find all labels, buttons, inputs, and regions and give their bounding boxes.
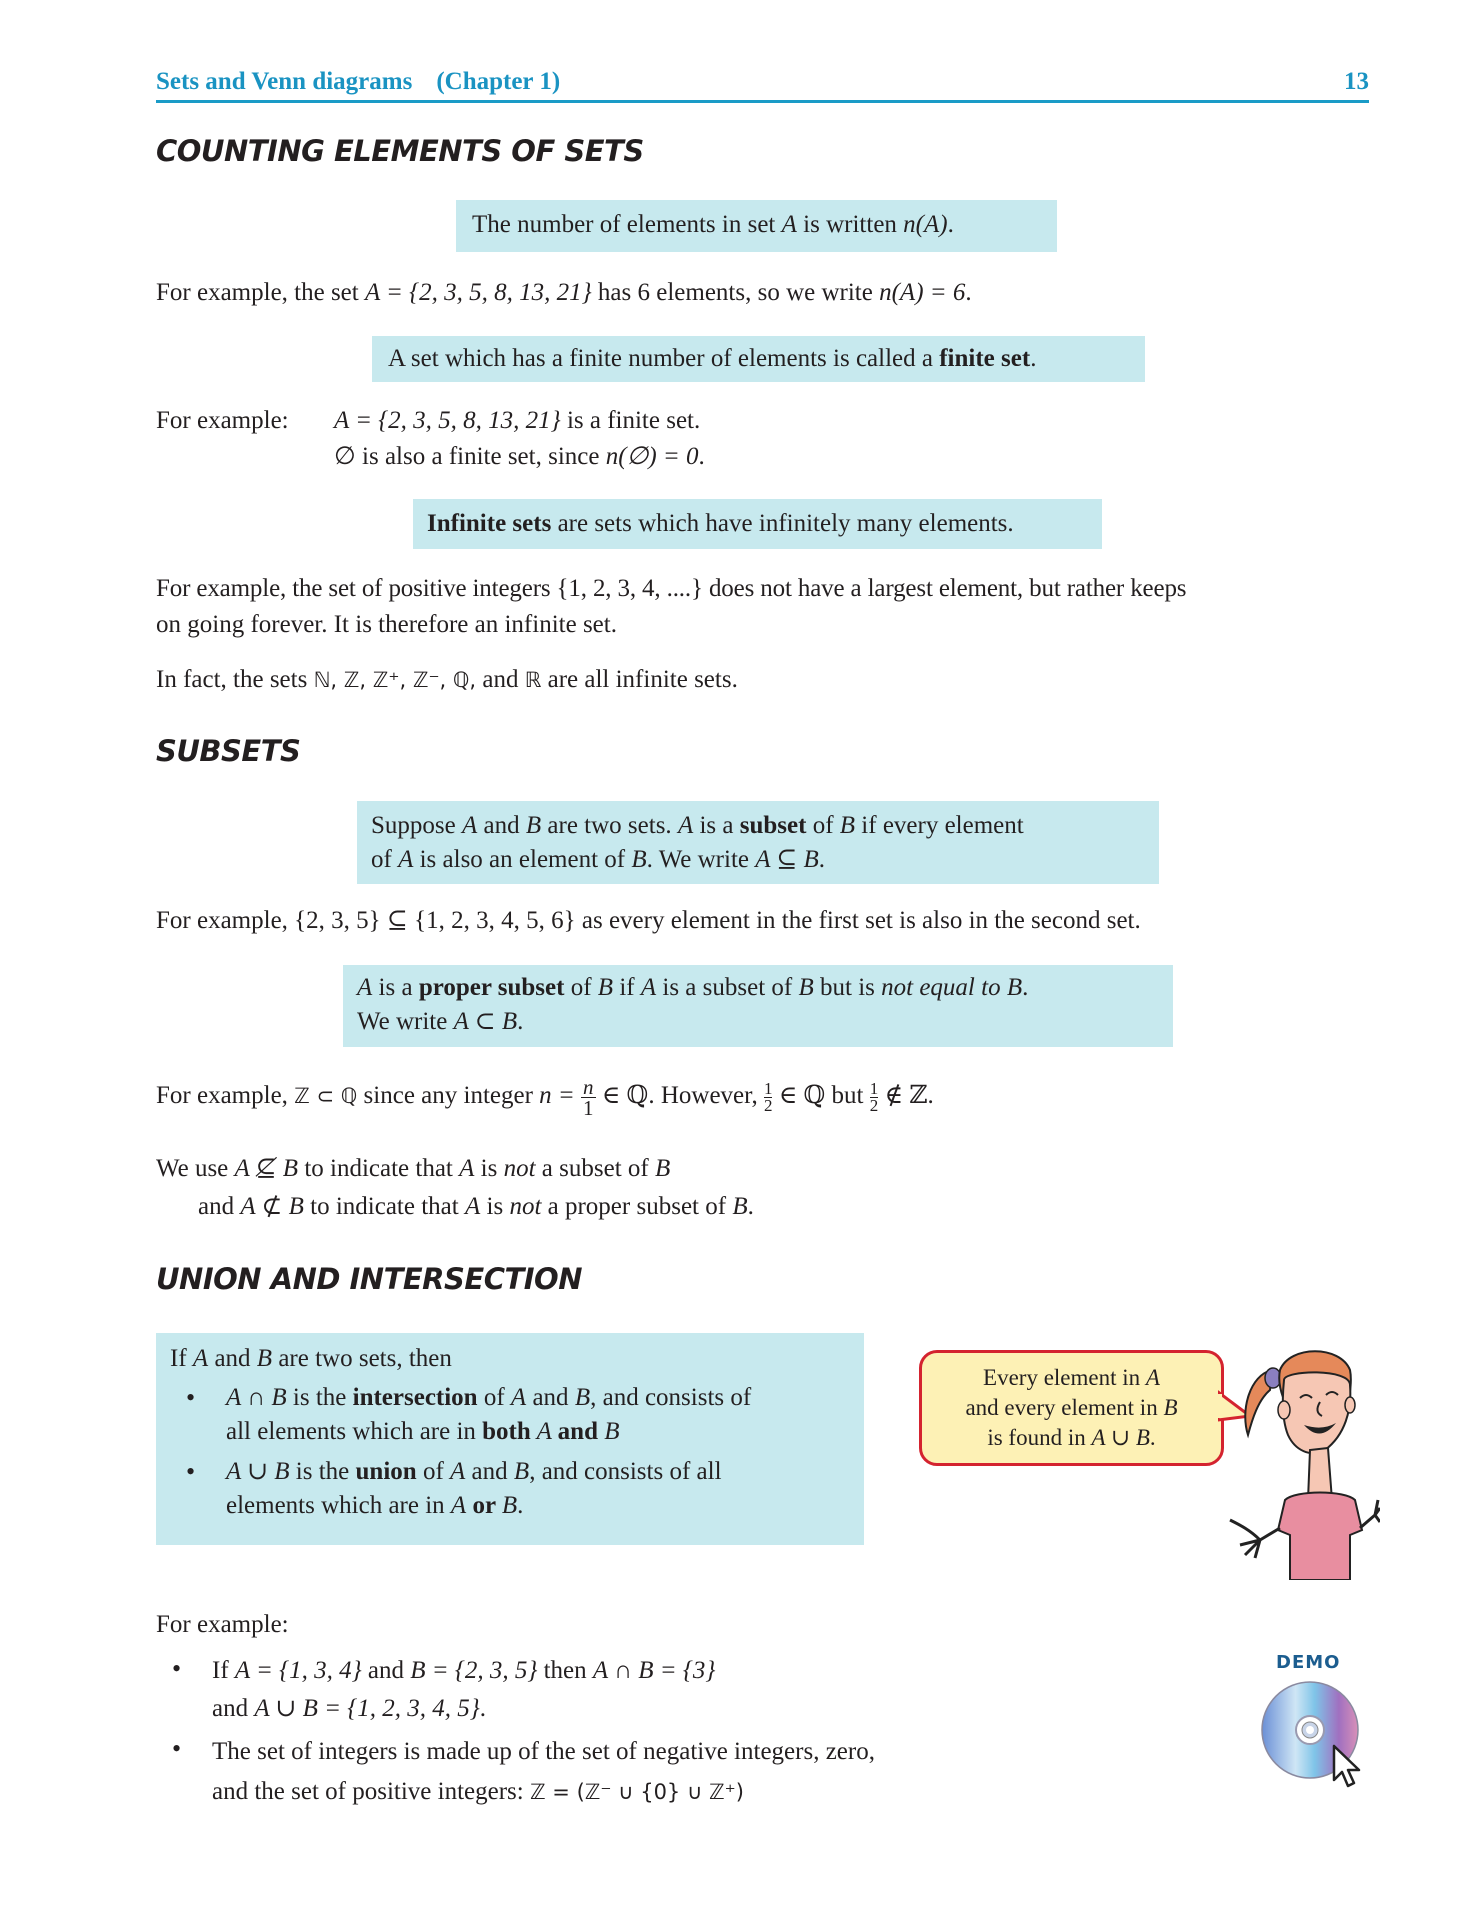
example-finite-set: For example: A = {2, 3, 5, 8, 13, 21} is a finite set. ∅ is also a finite set, since n(∅) = 0.: [156, 407, 705, 470]
definition-box-proper-subset: A is a proper subset of B if A is a subset of B but is not equal to B. We write A ⊂ B.: [343, 965, 1173, 1047]
example-proper-subset: For example, ℤ ⊂ ℚ since any integer n = $\frac{n}{1}$ ∈ ℚ. However, $\frac{1}{2}$ ∈ ℚ but $\frac{1}{2}$ ∉ ℤ.: [156, 1074, 934, 1120]
example-subset: For example, {2, 3, 5} ⊆ {1, 2, 3, 4, 5, 6} as every element in the first set is also in the second set.: [156, 907, 1141, 934]
definition-box-infinite-set: Infinite sets are sets which have infinitely many elements.: [413, 499, 1102, 549]
definition-box-union-intersection: If A and B are two sets, then • A ∩ B is the intersection of A and B, and consists of all elements which are in both A and B • A ∪ B is the union of A and B, and consists of all elements which are in A or B.: [156, 1333, 864, 1545]
example-cardinality: For example, the set A = {2, 3, 5, 8, 13, 21} has 6 elements, so we write n(A) = 6.: [156, 279, 972, 306]
section-heading-union-intersection: UNION AND INTERSECTION: [156, 1262, 582, 1296]
definition-box-subset: Suppose A and B are two sets. A is a subset of B if every element of A is also an element of B. We write A ⊆ B.: [357, 801, 1159, 884]
subset-notation: We use A ⊈ B to indicate that A is not a subset of B and A ⊄ B to indicate that A is not a proper subset of B.: [156, 1155, 754, 1220]
demo-cd-icon[interactable]: [1260, 1680, 1370, 1800]
union-intersection-list: [170, 1381, 850, 1523]
running-header: [156, 66, 1369, 103]
fraction-n-over-1: $\frac{n}{1}$: [583, 1074, 594, 1120]
speech-bubble: Every element in A and every element in B is found in A ∪ B.: [919, 1350, 1224, 1466]
definition-box-finite-set: A set which has a finite number of elements is called a finite set.: [372, 336, 1145, 382]
cartoon-girl-illustration: [1200, 1340, 1380, 1580]
examples-label: For example:: [156, 1611, 289, 1638]
fraction-one-half: $\frac{1}{2}$: [869, 1078, 879, 1115]
section-heading-subsets: SUBSETS: [156, 734, 301, 768]
chapter-label: (Chapter 1): [436, 68, 561, 95]
union-examples-list: [156, 1652, 1056, 1812]
infinite-number-sets: In fact, the sets ℕ, ℤ, ℤ⁺, ℤ⁻, ℚ, and ℝ are all infinite sets.: [156, 666, 738, 693]
list-item-example-sets: • If A = {1, 3, 4} and B = {2, 3, 5} then A ∩ B = {3} and A ∪ B = {1, 2, 3, 4, 5}.: [156, 1652, 1056, 1728]
list-item-example-integers: • The set of integers is made up of the set of negative integers, zero, and the set of positive integers: ℤ = (ℤ⁻ ∪ {0} ∪ ℤ⁺): [156, 1732, 1056, 1812]
list-item-union: • A ∪ B is the union of A and B, and consists of all elements which are in A or B.: [170, 1455, 850, 1523]
list-item-intersection: • A ∩ B is the intersection of A and B, and consists of all elements which are in both A and B: [170, 1381, 850, 1449]
demo-label[interactable]: DEMO: [1276, 1652, 1341, 1673]
page-number: 13: [1344, 68, 1369, 95]
chapter-title: Sets and Venn diagrams (Chapter 1): [156, 68, 561, 95]
definition-box-cardinality: The number of elements in set A is written n(A).: [456, 200, 1057, 252]
fraction-one-half: $\frac{1}{2}$: [763, 1078, 773, 1115]
example-infinite-set: For example, the set of positive integers {1, 2, 3, 4, ....} does not have a largest element, but rather keeps on going forever. It is therefore an infinite set.: [156, 575, 1187, 638]
section-heading-counting: COUNTING ELEMENTS OF SETS: [156, 134, 644, 168]
